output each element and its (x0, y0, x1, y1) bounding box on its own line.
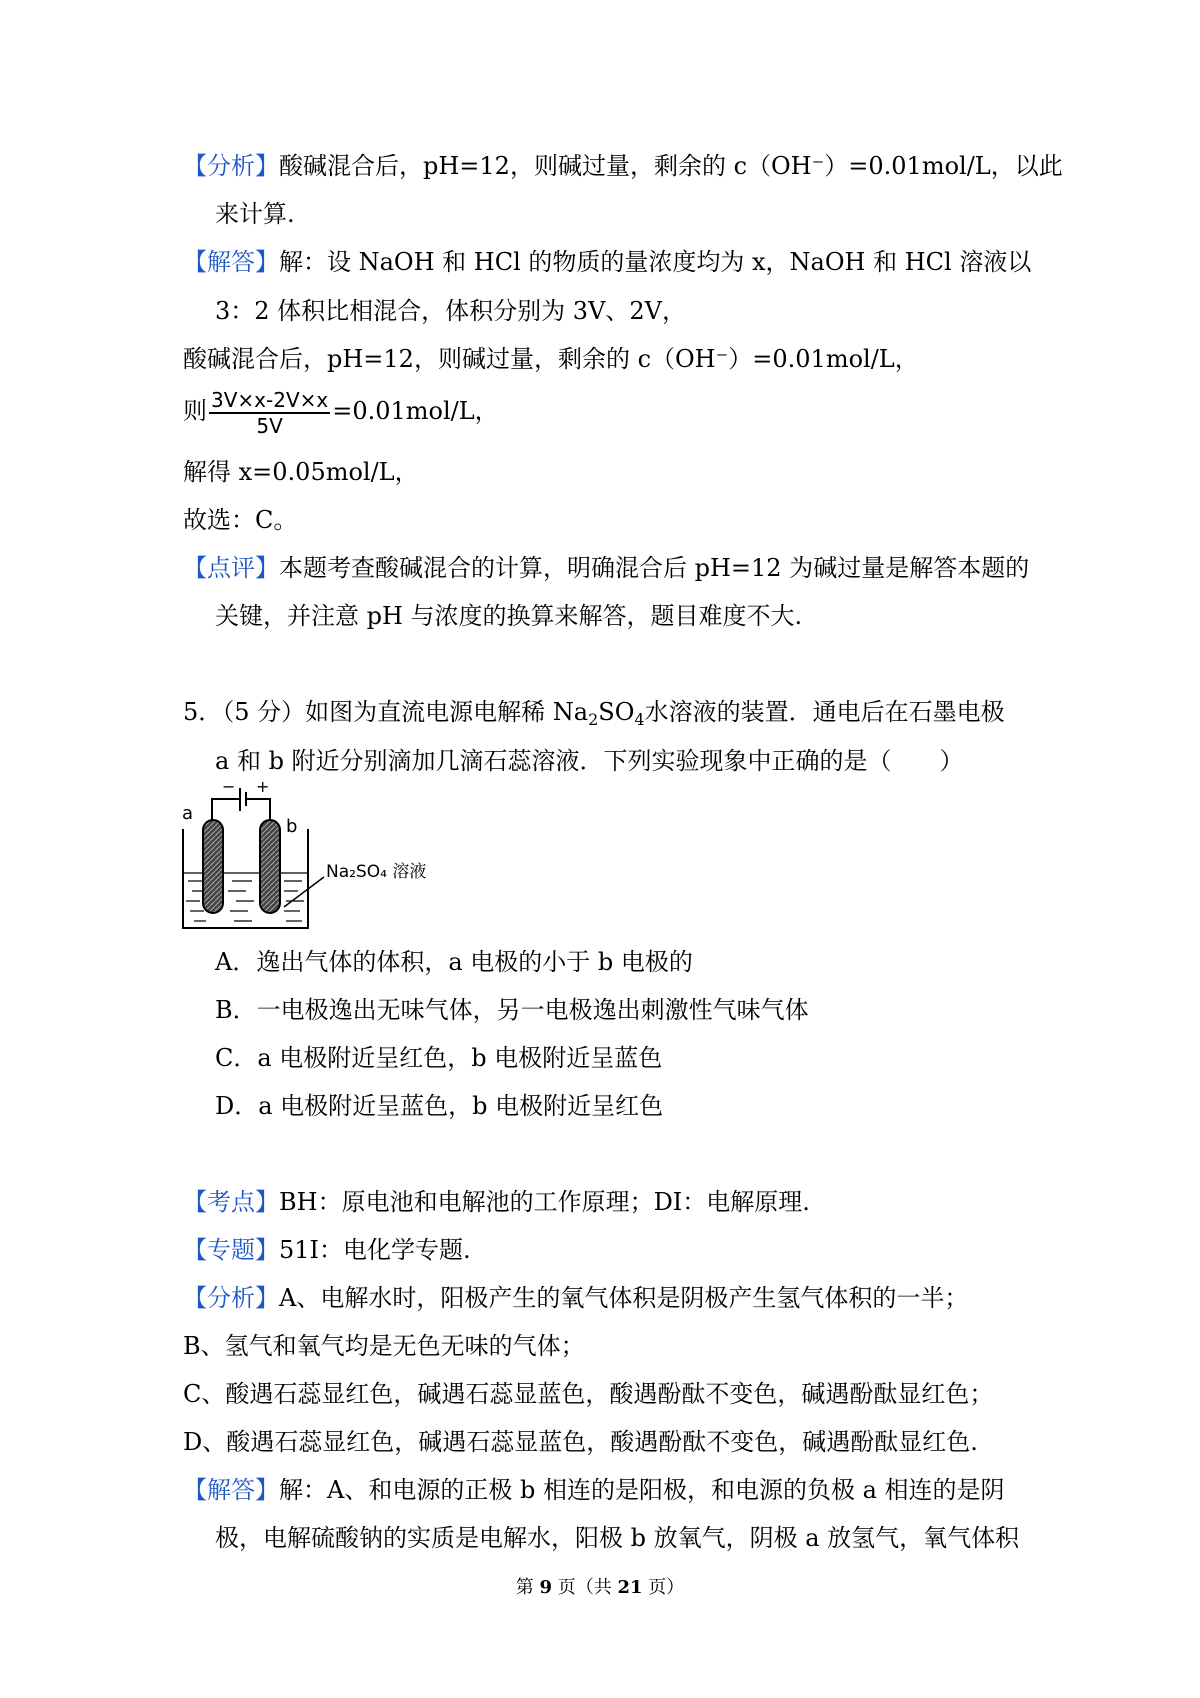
option-b: B．一电极逸出无味气体，另一电极逸出刺激性气味气体 (215, 996, 809, 1024)
option-c: C．a 电极附近呈红色，b 电极附近呈蓝色 (215, 1044, 663, 1072)
comment-tag: 【点评】 (183, 554, 279, 582)
analysis-tag: 【分析】 (183, 1284, 279, 1312)
zhuanti-line (183, 1235, 471, 1265)
electrode-b (260, 820, 280, 913)
answer-2-line-1 (183, 1475, 1005, 1505)
analysis-1-line-1 (183, 151, 1063, 181)
formula-prefix: 则 (183, 397, 207, 425)
answer-2-line-2: 极，电解硫酸钠的实质是电解水，阳极 b 放氧气，阴极 a 放氢气，氧气体积 (215, 1524, 1020, 1552)
subscript-2: 2 (588, 710, 599, 729)
answer-1-line-5: 解得 x=0.05mol/L， (183, 458, 419, 486)
kaodian-text: BH：原电池和电解池的工作原理；DI：电解原理. (279, 1188, 810, 1216)
analysis-text: 酸碱混合后，pH=12，则碱过量，剩余的 c（OH⁻）=0.01mol/L，以此 (279, 152, 1063, 180)
analysis-tag: 【分析】 (183, 152, 279, 180)
question-5-line-2: a 和 b 附近分别滴加几滴石蕊溶液．下列实验现象中正确的是（ ） (215, 747, 964, 775)
page-number: 9 (539, 1577, 552, 1598)
analysis-2-line-3: C、酸遇石蕊显红色，碱遇石蕊显蓝色，酸遇酚酞不变色，碱遇酚酞显红色； (183, 1380, 994, 1408)
footer-suffix: 页） (642, 1577, 685, 1598)
analysis-text: A、电解水时，阳极产生的氧气体积是阴极产生氢气体积的一半； (279, 1284, 969, 1312)
label-minus: − (222, 781, 236, 796)
analysis-2-line-2: B、氢气和氧气均是无色无味的气体； (183, 1332, 585, 1360)
question-stem-part: 5．（5 分）如图为直流电源电解稀 Na (183, 698, 589, 726)
comment-line-1 (183, 553, 1029, 583)
page-footer (0, 1573, 1200, 1599)
formula-suffix: =0.01mol/L， (332, 397, 499, 425)
comment-text: 本题考查酸碱混合的计算，明确混合后 pH=12 为碱过量是解答本题的 (279, 554, 1030, 582)
beaker (183, 829, 308, 928)
answer-tag: 【解答】 (183, 248, 279, 276)
answer-text: 解：A、和电源的正极 b 相连的是阳极，和电源的负极 a 相连的是阴 (279, 1476, 1005, 1504)
answer-tag: 【解答】 (183, 1476, 279, 1504)
formula-fraction (209, 388, 330, 438)
label-b: b (286, 816, 298, 837)
option-a: A．逸出气体的体积，a 电极的小于 b 电极的 (215, 948, 693, 976)
answer-1-line-2: 3：2 体积比相混合，体积分别为 3V、2V， (215, 297, 686, 325)
comment-line-2: 关键，并注意 pH 与浓度的换算来解答，题目难度不大. (215, 602, 803, 630)
label-a: a (182, 803, 194, 824)
kaodian-line (183, 1187, 810, 1217)
subscript-4: 4 (634, 710, 645, 729)
analysis-1-line-2: 来计算. (215, 200, 295, 228)
kaodian-tag: 【考点】 (183, 1188, 279, 1216)
question-stem-part: 水溶液的装置．通电后在石墨电极 (644, 698, 1005, 726)
zhuanti-tag: 【专题】 (183, 1236, 279, 1264)
formula-numerator: 3V×x-2V×x (211, 387, 329, 412)
footer-prefix: 第 (515, 1577, 540, 1598)
label-plus: + (256, 781, 270, 796)
question-5-stem (183, 697, 1005, 735)
answer-text: 解：设 NaOH 和 HCl 的物质的量浓度均为 x，NaOH 和 HCl 溶液以 (279, 248, 1032, 276)
page-total: 21 (617, 1577, 643, 1598)
question-stem-part: SO (598, 698, 635, 726)
solution-label: Na₂SO₄ 溶液 (326, 862, 427, 882)
analysis-2-line-4: D、酸遇石蕊显红色，碱遇石蕊显蓝色，酸遇酚酞不变色，碱遇酚酞显红色. (183, 1428, 978, 1456)
answer-1-line-3: 酸碱混合后，pH=12，则碱过量，剩余的 c（OH⁻）=0.01mol/L， (183, 345, 919, 373)
footer-middle: 页（共 (552, 1577, 618, 1598)
answer-1-line-1 (183, 247, 1031, 277)
answer-1-line-6: 故选：C。 (183, 506, 298, 534)
zhuanti-text: 51I：电化学专题. (279, 1236, 471, 1264)
electrolysis-apparatus-diagram (180, 781, 445, 931)
option-d: D．a 电极附近呈蓝色，b 电极附近呈红色 (215, 1092, 664, 1120)
analysis-2-line-1 (183, 1283, 968, 1313)
electrode-a (203, 820, 223, 913)
answer-1-formula-line (183, 387, 499, 438)
formula-denominator: 5V (256, 413, 283, 438)
